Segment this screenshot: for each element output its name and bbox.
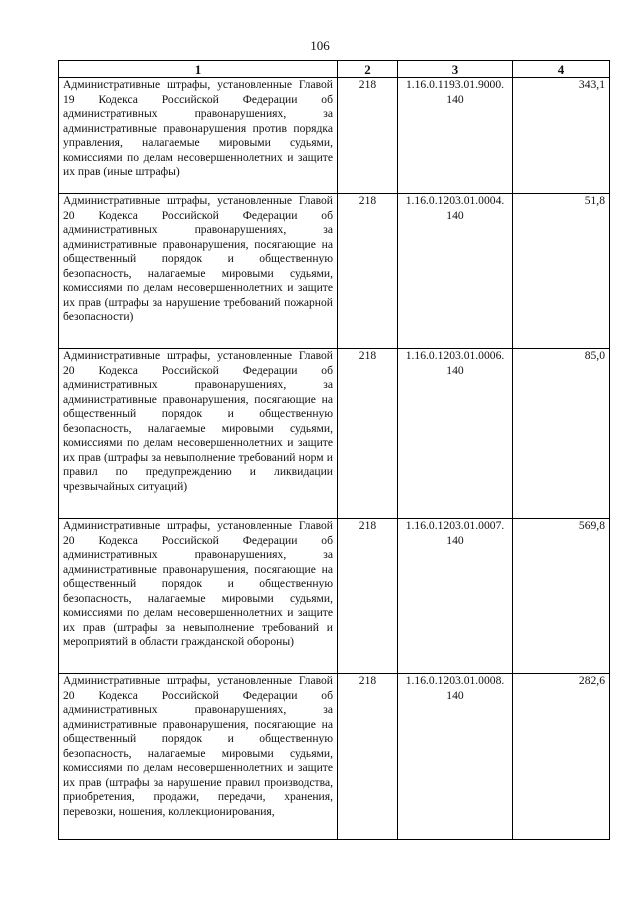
- table-row: [59, 349, 610, 519]
- amount-value: 85,0: [513, 349, 610, 519]
- kbk-code-line: 1.16.0.1203.01.0004.: [405, 194, 505, 207]
- row-description: Административные штрафы, установленные Главой 20 Кодекса Российской Федерации об административных правонарушениях, за административные правонарушения, посягающие на общественный порядок и общественную безопасность, налагаемые мировыми судьями, комиссиями по делам несовершеннолетних и защите их прав (штрафы за нарушение правил производства, приобретения, продажи, передачи, хранения, перевозки, ношения, коллекционирования,: [59, 674, 338, 840]
- revenue-table: [58, 60, 610, 840]
- budget-classification-code: [398, 349, 513, 519]
- admin-code: 218: [338, 519, 398, 674]
- row-description: Административные штрафы, установленные Главой 20 Кодекса Российской Федерации об административных правонарушениях, за административные правонарушения, посягающие на общественный порядок и общественную безопасность, налагаемые мировыми судьями, комиссиями по делам несовершеннолетних и защите их прав (штрафы за невыполнение требований норм и правил по предупреждению и ликвидации чрезвычайных ситуаций): [59, 349, 338, 519]
- amount-value: 343,1: [513, 78, 610, 194]
- row-description: Административные штрафы, установленные Главой 20 Кодекса Российской Федерации об административных правонарушениях, за административные правонарушения, посягающие на общественный порядок и общественную безопасность, налагаемые мировыми судьями, комиссиями по делам несовершеннолетних и защите их прав (штрафы за невыполнение требований и мероприятий в области гражданской обороны): [59, 519, 338, 674]
- table-row: [59, 674, 610, 840]
- amount-value: 282,6: [513, 674, 610, 840]
- table-row: [59, 519, 610, 674]
- column-header: 2: [338, 61, 398, 78]
- kbk-code-line: 1.16.0.1203.01.0008.: [405, 674, 505, 687]
- column-header: 1: [59, 61, 338, 78]
- table-row: [59, 78, 610, 194]
- kbk-code-suffix: 140: [446, 533, 464, 547]
- amount-value: 51,8: [513, 194, 610, 349]
- budget-classification-code: [398, 78, 513, 194]
- kbk-code-line: 1.16.0.1193.01.9000.: [405, 78, 505, 91]
- page-number: 106: [310, 38, 330, 53]
- kbk-code-suffix: 140: [446, 208, 464, 222]
- kbk-code-line: 1.16.0.1203.01.0006.: [405, 349, 505, 362]
- amount-value: 569,8: [513, 519, 610, 674]
- row-description: Административные штрафы, установленные Главой 19 Кодекса Российской Федерации об административных правонарушениях, за административные правонарушения против порядка управления, налагаемые мировыми судьями, комиссиями по делам несовершеннолетних и защите их прав (иные штрафы): [59, 78, 338, 194]
- admin-code: 218: [338, 194, 398, 349]
- budget-classification-code: [398, 519, 513, 674]
- admin-code: 218: [338, 349, 398, 519]
- budget-classification-code: [398, 674, 513, 840]
- admin-code: 218: [338, 674, 398, 840]
- table-row: [59, 194, 610, 349]
- kbk-code-suffix: 140: [446, 363, 464, 377]
- budget-classification-code: [398, 194, 513, 349]
- kbk-code-suffix: 140: [446, 92, 464, 106]
- column-header: 4: [513, 61, 610, 78]
- kbk-code-line: 1.16.0.1203.01.0007.: [405, 519, 505, 532]
- kbk-code-suffix: 140: [446, 688, 464, 702]
- admin-code: 218: [338, 78, 398, 194]
- row-description: Административные штрафы, установленные Главой 20 Кодекса Российской Федерации об административных правонарушениях, за административные правонарушения, посягающие на общественный порядок и общественную безопасность, налагаемые мировыми судьями, комиссиями по делам несовершеннолетних и защите их прав (штрафы за нарушение требований пожарной безопасности): [59, 194, 338, 349]
- column-header: 3: [398, 61, 513, 78]
- table-header-row: [59, 61, 610, 78]
